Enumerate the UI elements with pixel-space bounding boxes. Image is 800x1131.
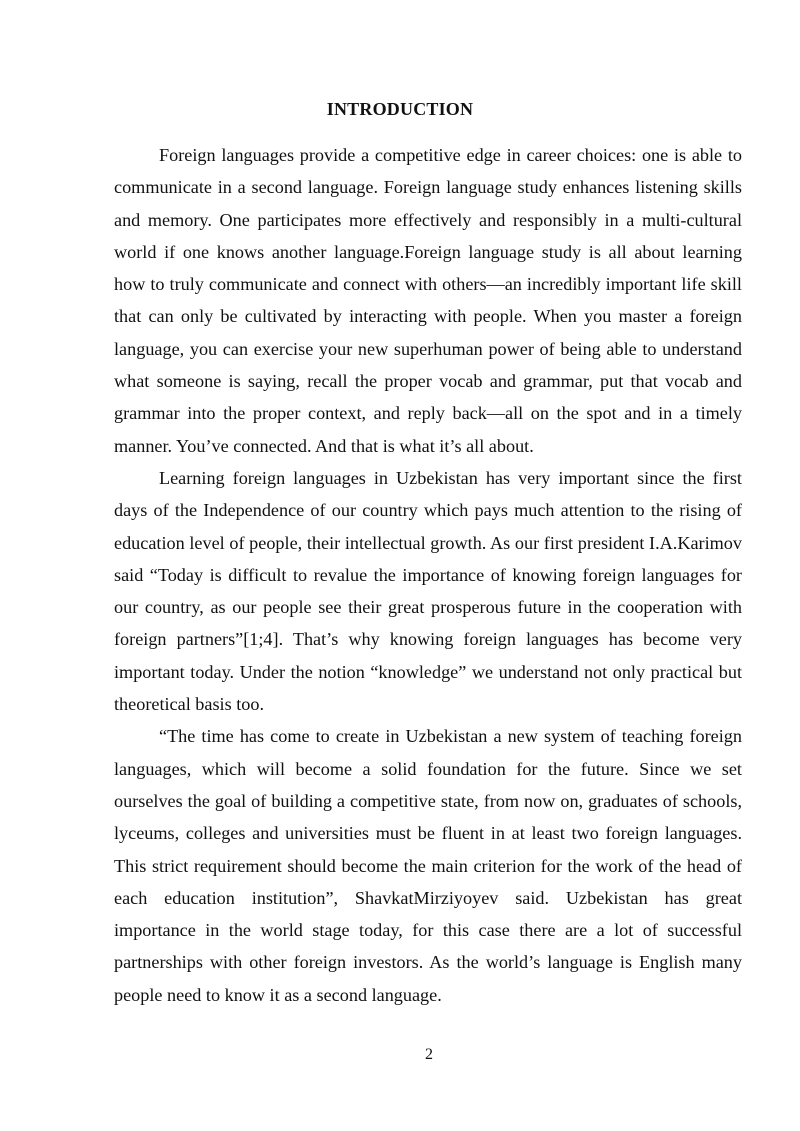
paragraph-3: “The time has come to create in Uzbekistan a new system of teaching foreign languages, which will become a solid foundation for the future. Since we set ourselves the goal of building a competitive state, from now on, graduates of schools, lyceums, colleges and universities must be fluent in at least two foreign languages. This strict requirement should become the main criterion for the work of the head of each education institution”, ShavkatMirziyoyev said. Uzbekistan has great importance in the world stage today, for this case there are a lot of successful partnerships with other foreign investors. As the world’s language is English many people need to know it as a second language. — [114, 726, 742, 1005]
body-text — [114, 139, 742, 1011]
page-title: INTRODUCTION — [326, 99, 474, 119]
paragraph-1: Foreign languages provide a competitive edge in career choices: one is able to communicate in a second language. Foreign language study enhances listening skills and memory. One participates more effectively and responsibly in a multi-cultural world if one knows another language.Foreign language study is all about learning how to truly communicate and connect with others—an incredibly important life skill that can only be cultivated by interacting with people. When you master a foreign language, you can exercise your new superhuman power of being able to understand what someone is saying, recall the proper vocab and grammar, put that vocab and grammar into the proper context, and reply back—all on the spot and in a timely manner. You’ve connected. And that is what it’s all about. — [114, 145, 742, 456]
paragraph-2: Learning foreign languages in Uzbekistan has very important since the first days of the Independence of our country which pays much attention to the rising of education level of people, their intellectual growth. As our first president I.A.Karimov said “Today is difficult to revalue the importance of knowing foreign languages for our country, as our people see their great prosperous future in the cooperation with foreign partners”[1;4]. That’s why knowing foreign languages has become very important today. Under the notion “knowledge” we understand not only practical but theoretical basis too. — [114, 467, 742, 715]
page-number: 2 — [425, 1046, 433, 1063]
